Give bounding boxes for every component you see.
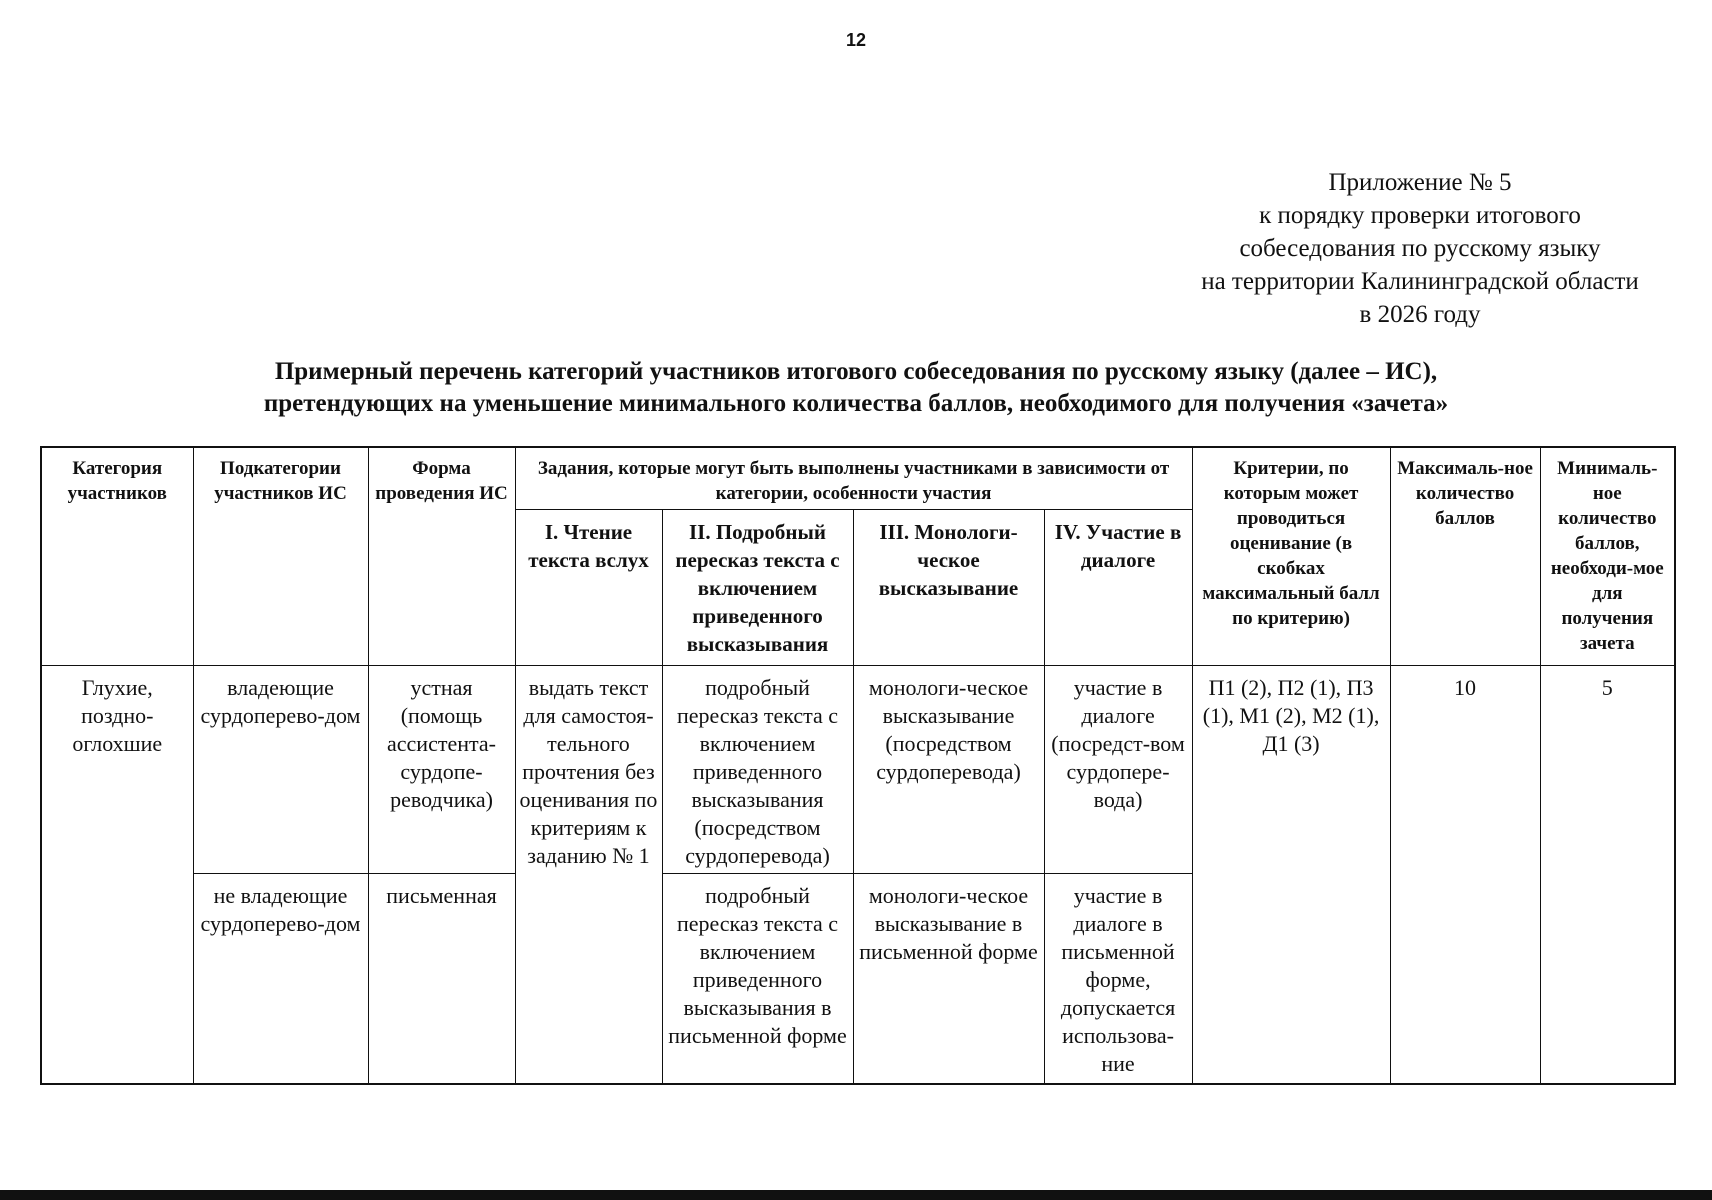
header-tasks: Задания, которые могут быть выполнены участниками в зависимости от категории, особенности участия (515, 447, 1192, 510)
appendix-line: собеседования по русскому языку (1239, 235, 1601, 262)
cell-min-score: 5 (1540, 666, 1675, 1084)
cell-task1: выдать текст для самостоя-тельного прочтения без оценивания по критериям к заданию № 1 (515, 666, 662, 1084)
cell-task4: участие в диалоге (посредст-вом сурдопере-вода) (1044, 666, 1192, 874)
title-line: претендующих на уменьшение минимального количества баллов, необходимого для получения «зачета» (263, 390, 1449, 417)
cell-task2: подробный пересказ текста с включением приведенного высказывания (посредством сурдоперевода) (662, 666, 853, 874)
header-subcategory: Подкатегории участников ИС (193, 447, 368, 666)
cell-form: устная (помощь ассистента-сурдопе-реводчика) (368, 666, 515, 874)
title-line: Примерный перечень категорий участников итогового собеседования по русскому языку (далее – ИС), (274, 358, 1438, 385)
cell-criteria: П1 (2), П2 (1), П3 (1), М1 (2), М2 (1), Д1 (3) (1192, 666, 1390, 1084)
header-criteria: Критерии, по которым может проводиться оценивание (в скобках максимальный балл по критерию) (1192, 447, 1390, 666)
appendix-line: на территории Калининградской области (1201, 268, 1639, 295)
header-task1: I. Чтение текста вслух (515, 510, 662, 666)
header-task2: II. Подробный пересказ текста с включением приведенного высказывания (662, 510, 853, 666)
header-form: Форма проведения ИС (368, 447, 515, 666)
header-category: Категория участников (41, 447, 193, 666)
cell-task4: участие в диалоге в письменной форме, допускается использова-ние (1044, 874, 1192, 1084)
cell-max-score: 10 (1390, 666, 1540, 1084)
header-task3: III. Монологи-ческое высказывание (853, 510, 1044, 666)
appendix-line: в 2026 году (1359, 301, 1481, 328)
appendix-heading (1080, 166, 1712, 331)
cell-form: письменная (368, 874, 515, 1084)
cell-task2: подробный пересказ текста с включением приведенного высказывания в письменной форме (662, 874, 853, 1084)
cell-task3: монологи-ческое высказывание (посредством сурдоперевода) (853, 666, 1044, 874)
cell-category: Глухие, поздно-оглохшие (41, 666, 193, 1084)
scan-edge-bar (0, 1190, 1712, 1200)
appendix-line: Приложение № 5 (1328, 169, 1512, 196)
table-row (41, 666, 1675, 874)
categories-table (40, 446, 1676, 1085)
header-min-score: Минималь-ное количество баллов, необходи-мое для получения зачета (1540, 447, 1675, 666)
cell-task3: монологи-ческое высказывание в письменной форме (853, 874, 1044, 1084)
document-title (20, 356, 1692, 420)
page-number: 12 (845, 30, 867, 50)
header-task4: IV. Участие в диалоге (1044, 510, 1192, 666)
cell-subcategory: не владеющие сурдоперево-дом (193, 874, 368, 1084)
cell-subcategory: владеющие сурдоперево-дом (193, 666, 368, 874)
appendix-line: к порядку проверки итогового (1259, 202, 1581, 229)
header-max-score: Максималь-ное количество баллов (1390, 447, 1540, 666)
